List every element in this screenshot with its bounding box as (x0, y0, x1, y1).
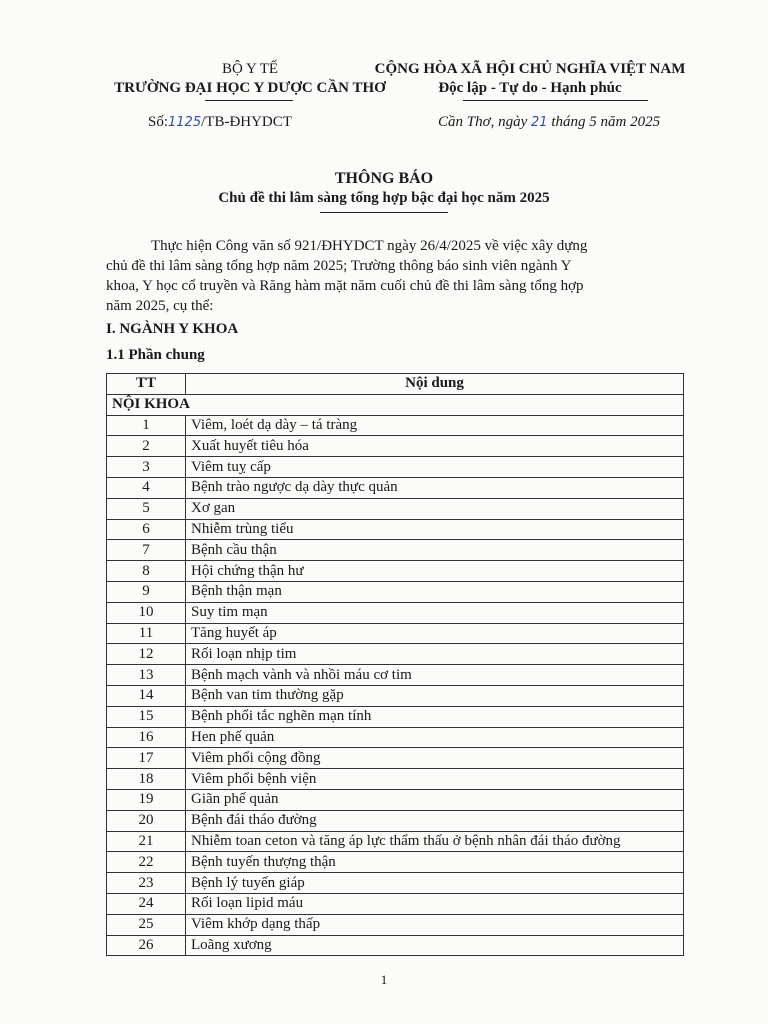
row-content: Bệnh tuyến thượng thận (186, 852, 684, 873)
row-content: Rối loạn nhịp tim (186, 644, 684, 665)
row-content: Bệnh lý tuyến giáp (186, 873, 684, 894)
row-number: 7 (107, 540, 186, 561)
row-content: Viêm khớp dạng thấp (186, 914, 684, 935)
row-content: Hen phế quản (186, 727, 684, 748)
table-row (107, 602, 684, 623)
subsection-heading: 1.1 Phần chung (106, 347, 205, 363)
intro-line: chủ đề thi lâm sàng tổng hợp năm 2025; Trường thông báo sinh viên ngành Y (106, 258, 572, 274)
row-content: Bệnh thận mạn (186, 581, 684, 602)
row-content: Bệnh đái tháo đường (186, 810, 684, 831)
table-row (107, 748, 684, 769)
row-number: 8 (107, 561, 186, 582)
document-date (438, 114, 660, 131)
table-row (107, 727, 684, 748)
school-name: TRƯỜNG ĐẠI HỌC Y DƯỢC CẦN THƠ (114, 80, 386, 96)
row-number: 23 (107, 873, 186, 894)
ref-prefix: Số: (148, 114, 169, 130)
row-number: 9 (107, 581, 186, 602)
table-row (107, 561, 684, 582)
table-row (107, 810, 684, 831)
row-number: 14 (107, 685, 186, 706)
row-content: Loãng xương (186, 935, 684, 956)
row-content: Viêm phổi bệnh viện (186, 769, 684, 790)
table-row (107, 498, 684, 519)
table-row (107, 831, 684, 852)
row-content: Xơ gan (186, 498, 684, 519)
row-content: Bệnh cầu thận (186, 540, 684, 561)
row-content: Viêm tuỵ cấp (186, 457, 684, 478)
republic-name: CỘNG HÒA XÃ HỘI CHỦ NGHĨA VIỆT NAM (374, 61, 686, 77)
date-prefix: Cần Thơ, ngày (438, 114, 528, 130)
national-motto: Độc lập - Tự do - Hạnh phúc (438, 80, 622, 96)
table-row (107, 789, 684, 810)
issuer-block (100, 60, 400, 98)
row-number: 17 (107, 748, 186, 769)
row-number: 2 (107, 436, 186, 457)
table-row (107, 935, 684, 956)
row-content: Nhiễm trùng tiểu (186, 519, 684, 540)
date-suffix: tháng 5 năm 2025 (551, 114, 661, 130)
document-number (148, 114, 292, 131)
table-row (107, 706, 684, 727)
row-number: 20 (107, 810, 186, 831)
row-number: 6 (107, 519, 186, 540)
table-group-row (107, 394, 684, 415)
table-row (107, 644, 684, 665)
row-content: Hội chứng thận hư (186, 561, 684, 582)
table-row (107, 519, 684, 540)
table-row (107, 769, 684, 790)
intro-line: khoa, Y học cổ truyền và Răng hàm mặt năm cuối chủ đề thi lâm sàng tổng hợp (106, 278, 584, 294)
table-row (107, 581, 684, 602)
table-header-row (107, 374, 684, 395)
row-number: 4 (107, 477, 186, 498)
section-heading: I. NGÀNH Y KHOA (106, 321, 239, 337)
motto-underline (463, 100, 648, 101)
table-row (107, 665, 684, 686)
table-row (107, 623, 684, 644)
row-content: Viêm, loét dạ dày – tá tràng (186, 415, 684, 436)
row-number: 12 (107, 644, 186, 665)
page-number: 1 (380, 972, 388, 987)
row-number: 16 (107, 727, 186, 748)
intro-line: Thực hiện Công văn số 921/ĐHYDCT ngày 26/4/2025 về việc xây dựng (151, 238, 588, 254)
national-heading (360, 60, 700, 98)
row-number: 15 (107, 706, 186, 727)
row-number: 19 (107, 789, 186, 810)
table-row (107, 852, 684, 873)
ministry-name: BỘ Y TẾ (221, 61, 279, 77)
row-number: 18 (107, 769, 186, 790)
topics-table (106, 373, 684, 956)
row-number: 5 (107, 498, 186, 519)
column-header-tt: TT (107, 374, 186, 395)
row-number: 13 (107, 665, 186, 686)
intro-line: năm 2025, cụ thể: (106, 298, 214, 314)
document-title: THÔNG BÁO (334, 170, 434, 187)
row-content: Bệnh trào ngược dạ dày thực quản (186, 477, 684, 498)
table-row (107, 457, 684, 478)
table-row (107, 477, 684, 498)
row-content: Suy tim mạn (186, 602, 684, 623)
row-content: Bệnh mạch vành và nhồi máu cơ tim (186, 665, 684, 686)
table-row (107, 436, 684, 457)
row-number: 11 (107, 623, 186, 644)
subtitle-underline (320, 212, 448, 213)
document-subtitle: Chủ đề thi lâm sàng tổng hợp bậc đại học năm 2025 (218, 190, 550, 206)
table-row (107, 540, 684, 561)
row-number: 25 (107, 914, 186, 935)
row-content: Xuất huyết tiêu hóa (186, 436, 684, 457)
issuer-underline (205, 100, 293, 101)
row-content: Viêm phổi cộng đồng (186, 748, 684, 769)
row-number: 26 (107, 935, 186, 956)
date-day-handwritten: 21 (531, 115, 548, 130)
table-row (107, 685, 684, 706)
row-number: 22 (107, 852, 186, 873)
table-row (107, 873, 684, 894)
ref-suffix: /TB-ĐHYDCT (201, 114, 292, 130)
row-content: Nhiễm toan ceton và tăng áp lực thẩm thấu ở bệnh nhân đái tháo đường (186, 831, 684, 852)
row-content: Giãn phế quản (186, 789, 684, 810)
row-content: Bệnh van tim thường gặp (186, 685, 684, 706)
row-content: Rối loạn lipid máu (186, 893, 684, 914)
row-number: 10 (107, 602, 186, 623)
intro-paragraph (106, 236, 688, 316)
group-label: NỘI KHOA (107, 394, 684, 415)
row-number: 21 (107, 831, 186, 852)
table-row (107, 914, 684, 935)
row-content: Bệnh phổi tắc nghẽn mạn tính (186, 706, 684, 727)
column-header-content: Nội dung (186, 374, 684, 395)
row-number: 1 (107, 415, 186, 436)
row-number: 3 (107, 457, 186, 478)
table-row (107, 893, 684, 914)
table-row (107, 415, 684, 436)
ref-number-handwritten: 1125 (168, 115, 202, 130)
row-number: 24 (107, 893, 186, 914)
row-content: Tăng huyết áp (186, 623, 684, 644)
